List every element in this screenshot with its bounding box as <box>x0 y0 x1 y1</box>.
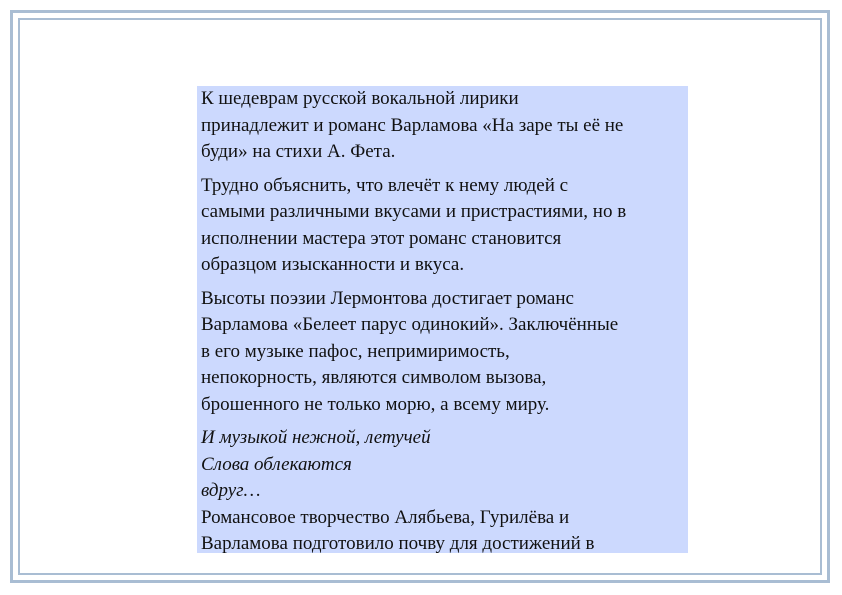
paragraph-romance-legacy: Романсовое творчество Алябьева, Гурилёва и Варламова подготовило почву для достижений в <box>201 506 595 553</box>
paragraph-romance-appeal: Трудно объяснить, что влечёт к нему людей с самыми различными вкусами и пристрастиями, но в исполнении мастера этот романс становится образцом изысканности и вкуса. <box>201 174 627 275</box>
poem-quote: И музыкой нежной, летучей Слова облекаются вдруг… <box>201 427 431 501</box>
text-box <box>197 86 688 553</box>
paragraph-lermontov-sail: Высоты поэзии Лермонтова достигает романс Варламова «Белеет парус одинокий». Заключённые в его музыке пафос, непримиримость, непокорность, являются символом вызова, брошенного не только морю, а всему миру. <box>201 287 619 415</box>
paragraph-varlamov-fet: К шедеврам русской вокальной лирики принадлежит и романс Варламова «На заре ты её не буди» на стихи А. Фета. <box>201 88 624 162</box>
